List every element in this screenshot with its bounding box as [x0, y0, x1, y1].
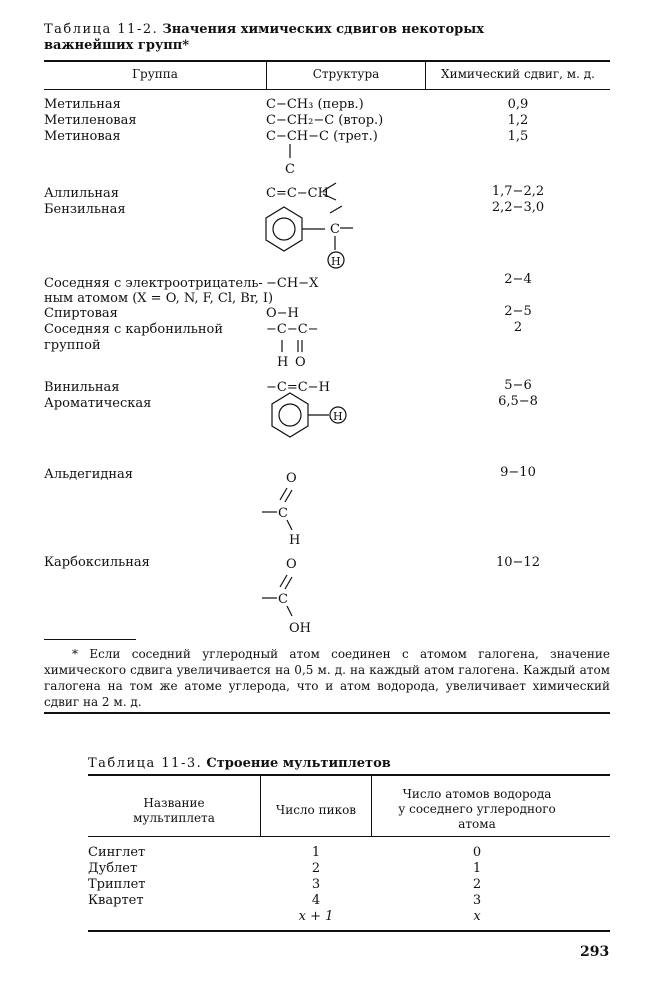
mult-name-triplet: Триплет [88, 877, 146, 892]
table2-caption-title: Строение мультиплетов [206, 756, 391, 771]
structure-alcohol: O−H [266, 306, 299, 321]
group-methylene: Метиленовая [44, 113, 137, 128]
structure-methyl: C−CH₃ (перв.) [266, 97, 364, 112]
benzyl-c: C [330, 222, 340, 237]
table2-header-h-l3: атома [458, 817, 496, 831]
shift-methylene: 1,2 [507, 113, 529, 128]
mult-h-triplet: 2 [472, 877, 482, 892]
allyl-bond-down [323, 194, 336, 200]
group-carboxyl: Карбоксильная [44, 555, 150, 570]
table2-header-h [372, 787, 582, 832]
structure-methine: C−CH−C (трет.) [266, 129, 378, 144]
aromatic-ring-inner [279, 404, 301, 426]
group-vinyl: Винильная [44, 380, 120, 395]
mult-h-general: x [473, 909, 481, 924]
ald-bond-o-2 [285, 490, 292, 502]
shift-allyl: 1,7−2,2 [491, 184, 545, 199]
ald-o: O [286, 471, 297, 486]
mult-peaks-doublet: 2 [311, 861, 321, 876]
table2-caption [88, 756, 391, 772]
shift-electroneg: 2−4 [504, 272, 532, 287]
benzyl-ring-icon [266, 207, 302, 251]
table1-caption-label: Таблица 11-2. [44, 22, 159, 37]
group-carbonyl-1: Соседняя с карбонильной [44, 322, 224, 337]
carb-c: C [278, 592, 288, 607]
group-alcohol: Спиртовая [44, 306, 118, 321]
shift-carboxyl: 10−12 [496, 555, 540, 570]
group-methyl: Метильная [44, 97, 121, 112]
table2-bottom-rule [88, 930, 610, 932]
footnote-rule [44, 639, 136, 640]
carb-o: O [286, 557, 297, 572]
mult-peaks-quartet: 4 [311, 893, 321, 908]
mult-peaks-general: x + 1 [298, 909, 334, 924]
mult-h-quartet: 3 [472, 893, 482, 908]
structure-allyl: C=C−CH [266, 186, 329, 201]
mult-h-doublet: 1 [472, 861, 482, 876]
ald-bond-h [287, 520, 292, 530]
structure-electroneg: −CH−X [266, 276, 319, 291]
mult-name-quartet: Квартет [88, 893, 144, 908]
table2-top-rule [88, 774, 610, 776]
methine-c: C [285, 162, 295, 177]
ald-bond-o-1 [280, 488, 287, 500]
mult-h-singlet: 0 [472, 845, 482, 860]
table2-header-name [88, 796, 260, 826]
benzyl-ring-inner [273, 218, 295, 240]
shift-vinyl: 5−6 [504, 378, 532, 393]
structure-methylene: C−CH₂−C (втор.) [266, 113, 384, 128]
carbonyl-h: H [277, 355, 289, 370]
carbonyl-o: O [295, 355, 306, 370]
carb-oh: OH [289, 621, 311, 636]
carb-bond-o-1 [280, 575, 287, 587]
benzyl-c-up [330, 206, 342, 213]
structure-vinyl: −C=C−H [266, 380, 330, 395]
mult-name-doublet: Дублет [88, 861, 138, 876]
ald-c: C [278, 506, 288, 521]
table1-header-shift: Химический сдвиг, м. д. [441, 67, 595, 81]
table2-header-h-l1: Число атомов водорода [402, 787, 552, 801]
shift-aromatic: 6,5−8 [498, 394, 538, 409]
table2-caption-label: Таблица 11-3. [88, 756, 203, 771]
table2-header-peaks: Число пиков [275, 803, 357, 817]
table1-header-group: Группа [132, 67, 178, 81]
allyl-bond-up [323, 183, 336, 191]
mult-peaks-triplet: 3 [311, 877, 321, 892]
page-number: 293 [580, 944, 610, 960]
shift-alcohol: 2−5 [504, 304, 532, 319]
table2-header-rule [88, 836, 610, 837]
aromatic-ring-icon [272, 393, 308, 437]
shift-aldehyde: 9−10 [500, 465, 536, 480]
shift-carbonyl: 2 [513, 320, 523, 335]
group-aromatic: Ароматическая [44, 396, 152, 411]
shift-benzyl: 2,2−3,0 [491, 200, 545, 215]
benzyl-h: H [331, 255, 341, 268]
table1-caption-title-line1: Значения химических сдвигов некоторых [162, 22, 485, 37]
aromatic-h: H [333, 410, 343, 423]
carb-bond-o-2 [285, 577, 292, 589]
group-benzyl: Бензильная [44, 202, 126, 217]
table2-header-h-l2: у соседнего углеродного [398, 802, 556, 816]
group-aldehyde: Альдегидная [44, 467, 133, 482]
structure-carbonyl: −C−C− [266, 322, 319, 337]
table1-header-structure: Структура [312, 67, 380, 81]
group-allyl: Аллильная [44, 186, 119, 201]
shift-methine: 1,5 [507, 129, 529, 144]
table1-footnote: * Если соседний углеродный атом соединен с атомом галогена, значение химического сдвига увеличивается на 0,5 м. д. на каждый атом галогена. Каждый атом галогена на том же атоме углерода, что и атом водорода, увеличивает химический сдвиг на 2 м. д. [44, 647, 610, 709]
ald-h: H [289, 533, 301, 548]
table2-header-name-l1: Название [143, 796, 205, 810]
group-electroneg-2: ным атомом (X = O, N, F, Cl, Br, I) [44, 291, 274, 306]
table1-caption-title-line2: важнейших групп* [44, 38, 190, 53]
group-methine: Метиновая [44, 129, 121, 144]
mult-name-singlet: Синглет [88, 845, 146, 860]
mult-peaks-singlet: 1 [311, 845, 321, 860]
shift-methyl: 0,9 [507, 97, 529, 112]
group-carbonyl-2: группой [44, 338, 101, 353]
group-electroneg-1: Соседняя с электроотрицатель- [44, 276, 263, 291]
table2-header-name-l2: мультиплета [133, 811, 215, 825]
table1-bottom-rule [44, 712, 610, 714]
carb-bond-oh [287, 606, 292, 616]
